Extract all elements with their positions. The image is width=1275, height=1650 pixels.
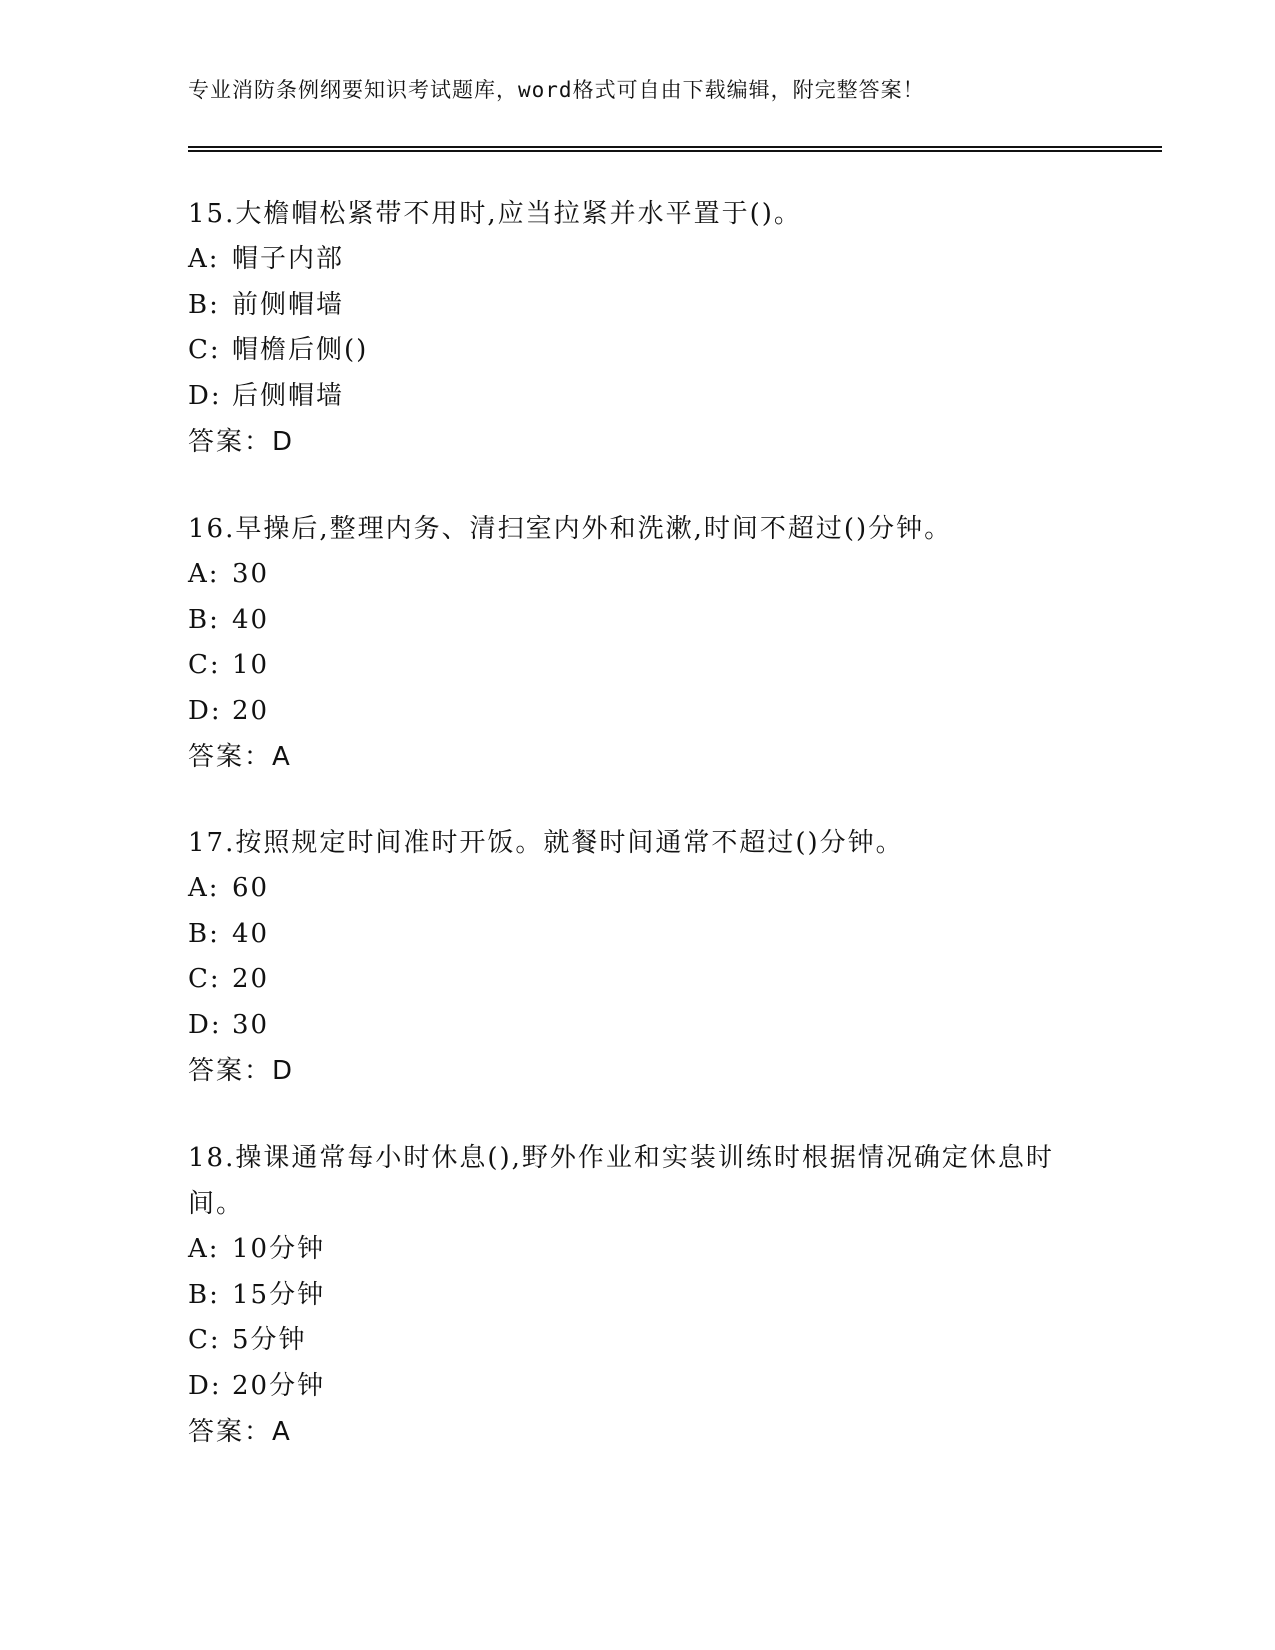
option-c	[188, 1318, 1068, 1364]
option-text: 20分钟	[232, 1370, 326, 1401]
option-d	[188, 1003, 1068, 1049]
option-letter: B:	[188, 1279, 220, 1310]
option-text: 10分钟	[232, 1234, 326, 1264]
option-letter: B:	[188, 289, 220, 320]
option-letter: A:	[188, 559, 220, 589]
option-letter: A:	[188, 873, 220, 903]
option-text: 帽檐后侧()	[232, 335, 369, 366]
option-c	[188, 328, 1068, 374]
option-text: 20	[232, 695, 270, 726]
option-letter: C:	[188, 335, 221, 366]
option-text: 40	[232, 604, 270, 635]
option-letter: C:	[188, 964, 221, 995]
option-letter: D:	[188, 380, 222, 411]
answer-line: 答案：D	[188, 1056, 295, 1087]
option-a	[188, 866, 1068, 912]
question-stem: 18.操课通常每小时休息(),野外作业和实装训练时根据情况确定休息时间。	[188, 1143, 1054, 1219]
answer-line: 答案：A	[188, 742, 292, 773]
option-b	[188, 598, 1068, 644]
option-text: 15分钟	[232, 1279, 326, 1310]
option-a	[188, 237, 1068, 283]
option-text: 前侧帽墙	[232, 289, 345, 320]
answer-line: 答案：A	[188, 1417, 292, 1448]
option-text: 后侧帽墙	[232, 380, 345, 411]
option-d	[188, 374, 1068, 420]
option-letter: A:	[188, 1234, 220, 1264]
question-stem: 16.早操后,整理内务、清扫室内外和洗漱,时间不超过()分钟。	[188, 514, 953, 544]
option-text: 30	[232, 1009, 270, 1040]
option-letter: B:	[188, 604, 220, 635]
option-d	[188, 1364, 1068, 1410]
option-text: 5分钟	[232, 1325, 307, 1356]
option-text: 20	[232, 964, 270, 995]
option-text: 10	[232, 650, 270, 681]
question-stem: 15.大檐帽松紧带不用时,应当拉紧并水平置于()。	[188, 199, 802, 229]
option-text: 40	[232, 918, 270, 949]
option-d	[188, 689, 1068, 735]
option-letter: D:	[188, 1370, 222, 1401]
option-letter: C:	[188, 650, 221, 681]
option-letter: A:	[188, 244, 220, 274]
answer-line: 答案：D	[188, 427, 295, 458]
option-letter: D:	[188, 695, 222, 726]
option-letter: C:	[188, 1325, 221, 1356]
option-letter: B:	[188, 918, 220, 949]
page-header: 专业消防条例纲要知识考试题库，word格式可自由下载编辑，附完整答案！	[188, 78, 925, 102]
option-letter: D:	[188, 1009, 222, 1040]
option-text: 30	[232, 559, 270, 589]
option-b	[188, 283, 1068, 329]
option-a	[188, 1227, 1068, 1273]
option-text: 帽子内部	[232, 244, 345, 274]
question-16	[188, 506, 1068, 780]
option-c	[188, 643, 1068, 689]
header-divider	[188, 146, 1162, 152]
question-17	[188, 820, 1068, 1094]
option-c	[188, 957, 1068, 1003]
question-stem: 17.按照规定时间准时开饭。就餐时间通常不超过()分钟。	[188, 828, 904, 858]
question-15	[188, 191, 1068, 465]
option-text: 60	[232, 873, 270, 903]
question-18	[188, 1135, 1068, 1455]
option-b	[188, 912, 1068, 958]
option-a	[188, 552, 1068, 598]
option-b	[188, 1273, 1068, 1319]
